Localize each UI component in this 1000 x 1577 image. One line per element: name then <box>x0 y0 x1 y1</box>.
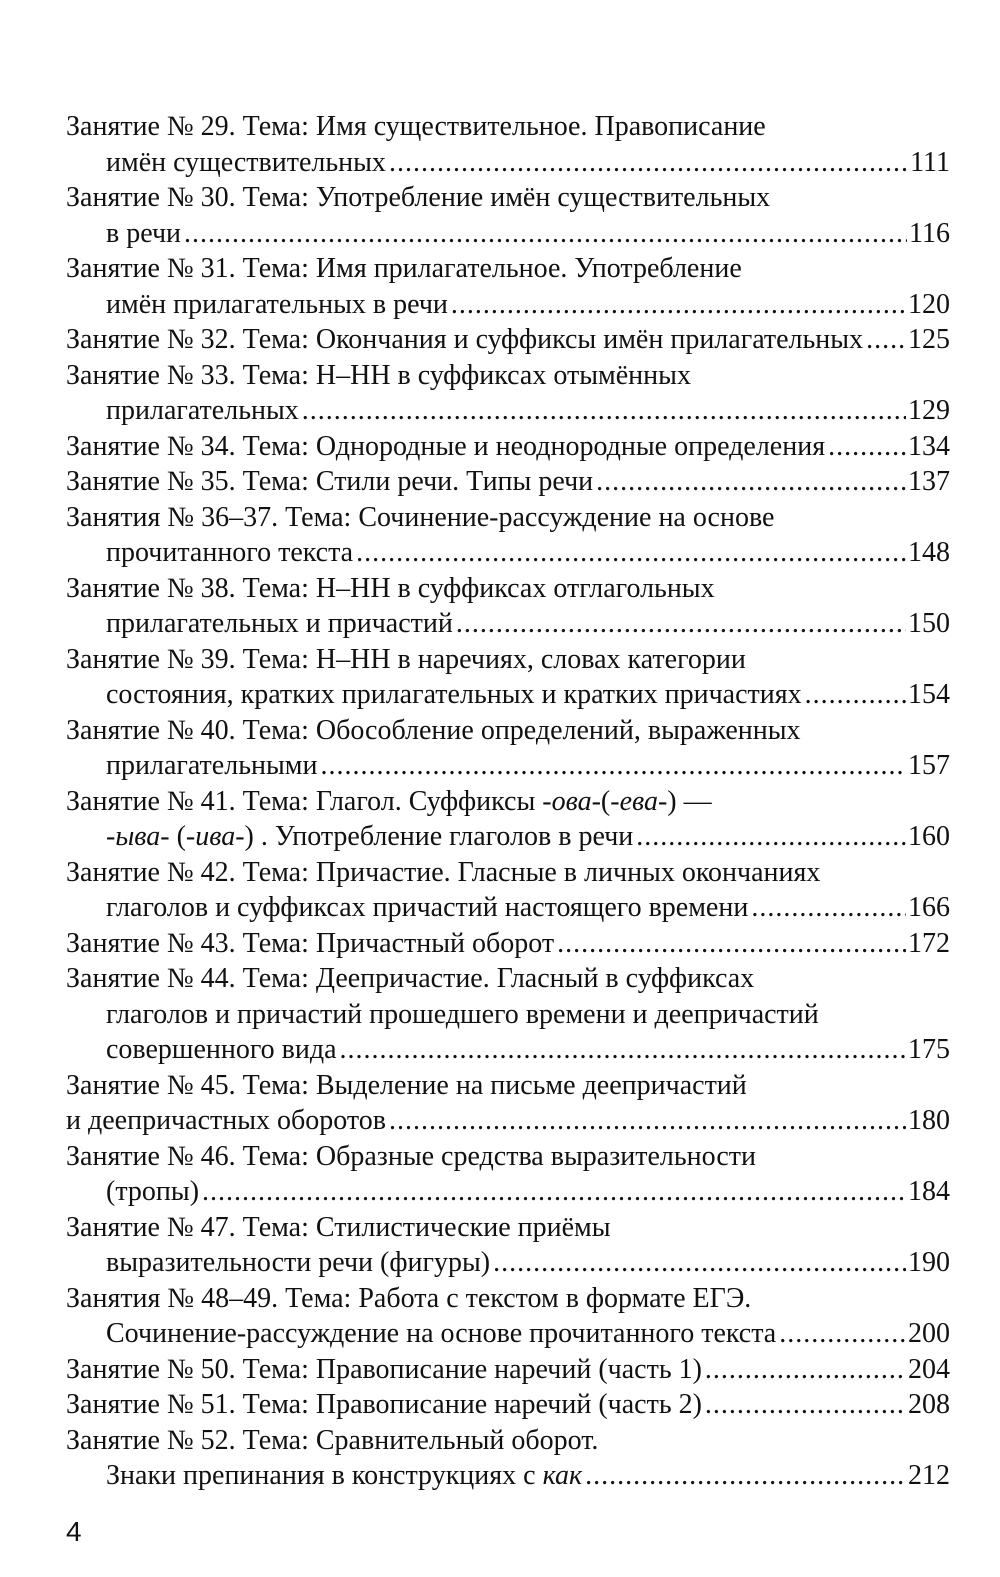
toc-entry <box>66 926 950 962</box>
toc-entry-title: Занятие № 44. Тема: Деепричастие. Гласный в суффиксах <box>66 963 755 994</box>
toc-entry-line <box>66 109 950 145</box>
toc-entry-line <box>66 1139 950 1175</box>
toc-entry-last-line <box>66 1174 950 1210</box>
toc-page-number: 204 <box>908 1353 950 1385</box>
toc-entry-last-line <box>66 1032 950 1068</box>
toc-page-number: 166 <box>908 892 950 923</box>
dot-leader <box>779 1316 906 1352</box>
dot-leader <box>751 890 906 926</box>
dot-leader <box>340 1032 906 1068</box>
toc-page-number: 134 <box>908 430 950 462</box>
dot-leader <box>805 677 906 713</box>
dot-leader <box>493 1245 906 1281</box>
toc-entry <box>66 571 950 642</box>
toc-entry-last-line <box>66 1103 950 1139</box>
toc-entry-line <box>66 1210 950 1246</box>
toc-page-number: 116 <box>909 217 950 249</box>
dot-leader <box>456 606 906 642</box>
toc-entry <box>66 713 950 784</box>
toc-page-number: 129 <box>908 395 950 426</box>
dot-leader <box>828 429 906 465</box>
toc-entry-line <box>66 251 950 287</box>
dot-leader <box>389 1103 906 1139</box>
toc-entry-title: глаголов и суффиксах причастий настоящего времени <box>106 892 749 923</box>
toc-entry-last-line <box>66 1352 950 1388</box>
toc-entry-last-line <box>66 819 950 855</box>
toc-entry <box>66 1281 950 1352</box>
toc-entry-title: прилагательных и причастий <box>106 608 453 639</box>
toc-entry-last-line <box>66 926 950 962</box>
toc-entry-title: Занятие № 51. Тема: Правописание наречий (часть 2) <box>66 1389 702 1420</box>
toc-entry-last-line <box>66 393 950 429</box>
toc-page-number: 208 <box>908 1389 950 1420</box>
toc-entry-line <box>66 180 950 216</box>
toc-entry-last-line <box>66 1387 950 1423</box>
toc-entry <box>66 1352 950 1388</box>
toc-entry-line <box>66 784 950 820</box>
toc-page-number: 150 <box>908 608 950 639</box>
toc-entry-title: Занятие № 31. Тема: Имя прилагательное. Употребление <box>66 253 742 284</box>
toc-entry <box>66 1387 950 1423</box>
toc-entry <box>66 1210 950 1281</box>
toc-entry-title: Занятие № 29. Тема: Имя существительное. Правописание <box>66 111 766 142</box>
toc-page-number: 190 <box>908 1247 950 1278</box>
toc-entry-last-line <box>66 677 950 713</box>
toc-entry-last-line <box>66 464 950 500</box>
toc-entry-line <box>66 1281 950 1317</box>
page-number: 4 <box>66 1516 82 1547</box>
toc-entry <box>66 642 950 713</box>
dot-leader <box>184 216 907 252</box>
toc-entry-last-line <box>66 287 950 323</box>
toc-entry-title: состояния, кратких прилагательных и кратких причастиях <box>106 679 802 710</box>
dot-leader <box>302 393 906 429</box>
toc-entry-line <box>66 500 950 536</box>
toc-entry-title: имён прилагательных в речи <box>106 288 448 320</box>
toc-entry-line <box>66 571 950 607</box>
toc-entry-title: совершенного вида <box>106 1034 337 1065</box>
toc-entry-line <box>66 358 950 394</box>
toc-entry <box>66 322 950 358</box>
dot-leader <box>356 535 906 571</box>
toc-entry-last-line <box>66 145 950 181</box>
toc-page-number: 160 <box>908 821 950 852</box>
toc-entry-title: имён существительных <box>106 146 386 178</box>
toc-entry-title: Занятие № 30. Тема: Употребление имён существительных <box>66 182 771 213</box>
toc-entry-last-line <box>66 1458 950 1494</box>
toc-entry <box>66 109 950 180</box>
dot-leader <box>389 145 908 181</box>
toc-page-number: 111 <box>910 146 950 178</box>
dot-leader <box>596 464 906 500</box>
toc-entry-last-line <box>66 1316 950 1352</box>
toc-entry <box>66 784 950 855</box>
toc-entry-title: Занятие № 46. Тема: Образные средства выразительности <box>66 1140 756 1172</box>
toc-entry-title: Занятие № 33. Тема: Н–НН в суффиксах отымённых <box>66 359 691 391</box>
toc-entry-title: Занятие № 39. Тема: Н–НН в наречиях, словах категории <box>66 643 746 675</box>
toc-entry-title: -ыва- (-ива-) . Употребление глаголов в речи <box>106 821 634 852</box>
toc-page-number: 120 <box>908 288 950 320</box>
toc-entry-last-line <box>66 1245 950 1281</box>
toc-entry-line <box>66 642 950 678</box>
toc-entry-title: прочитанного текста <box>106 537 354 568</box>
toc-entry-title: прилагательными <box>106 750 318 781</box>
toc-entry-line <box>66 1068 950 1104</box>
toc-entry-line <box>66 855 950 891</box>
toc-page-number: 175 <box>908 1034 950 1065</box>
toc-page-number: 148 <box>908 537 950 568</box>
toc-entry-line <box>66 713 950 749</box>
toc-entry-title: Занятия № 48–49. Тема: Работа с текстом в формате ЕГЭ. <box>66 1282 752 1314</box>
toc-entry-line <box>66 1423 950 1459</box>
toc-entry-title: Занятие № 45. Тема: Выделение на письме деепричастий <box>66 1069 747 1101</box>
dot-leader <box>451 287 906 323</box>
toc-entry-title: Занятие № 43. Тема: Причастный оборот <box>66 927 555 959</box>
toc-entry-title: Занятие № 50. Тема: Правописание наречий (часть 1) <box>66 1353 702 1385</box>
toc-entry-last-line <box>66 429 950 465</box>
toc-entry-title: глаголов и причастий прошедшего времени и деепричастий <box>106 998 819 1030</box>
dot-leader <box>585 1458 906 1494</box>
toc-entry-title: и деепричастных оборотов <box>66 1105 386 1136</box>
dot-leader <box>202 1174 906 1210</box>
toc-entry-title: Занятие № 42. Тема: Причастие. Гласные в личных окончаниях <box>66 856 821 888</box>
toc-entry <box>66 961 950 1068</box>
toc-entry-title: Занятие № 41. Тема: Глагол. Суффиксы -ова-(-ева-) — <box>66 785 712 817</box>
toc-entry <box>66 855 950 926</box>
toc-entry-title: Занятие № 47. Тема: Стилистические приёмы <box>66 1211 611 1243</box>
toc-entry-last-line <box>66 216 950 252</box>
toc-entry-last-line <box>66 606 950 642</box>
toc-entry-last-line <box>66 890 950 926</box>
table-of-contents <box>66 109 950 1494</box>
toc-entry-title: Занятие № 35. Тема: Стили речи. Типы речи <box>66 466 594 497</box>
toc-entry-last-line <box>66 322 950 358</box>
toc-entry <box>66 180 950 251</box>
toc-page-number: 212 <box>908 1460 950 1491</box>
toc-entry-title: Занятие № 34. Тема: Однородные и неоднородные определения <box>66 430 826 462</box>
toc-entry-title: Знаки препинания в конструкциях с как <box>106 1460 583 1491</box>
toc-entry-title: прилагательных <box>106 395 299 426</box>
toc-page-number: 125 <box>908 324 950 355</box>
toc-entry-title: Занятие № 52. Тема: Сравнительный оборот. <box>66 1424 599 1456</box>
toc-entry-title: в речи <box>106 217 182 249</box>
toc-entry-title: (тропы) <box>106 1176 200 1207</box>
toc-entry <box>66 429 950 465</box>
toc-entry-last-line <box>66 535 950 571</box>
toc-page-number: 184 <box>908 1176 950 1207</box>
toc-page-number: 180 <box>908 1105 950 1136</box>
toc-page-number: 157 <box>908 750 950 781</box>
toc-entry <box>66 358 950 429</box>
toc-entry <box>66 464 950 500</box>
toc-page-number: 137 <box>908 466 950 497</box>
toc-entry-title: Занятие № 40. Тема: Обособление определений, выраженных <box>66 714 801 746</box>
toc-page-number: 200 <box>908 1318 950 1349</box>
toc-entry-title: Сочинение-рассуждение на основе прочитанного текста <box>106 1318 777 1349</box>
toc-page-number: 172 <box>908 927 950 959</box>
toc-page-number: 154 <box>908 679 950 710</box>
toc-entry <box>66 1068 950 1139</box>
toc-entry <box>66 1139 950 1210</box>
dot-leader <box>866 322 906 358</box>
toc-entry <box>66 500 950 571</box>
toc-entry-title: Занятие № 38. Тема: Н–НН в суффиксах отглагольных <box>66 572 715 604</box>
dot-leader <box>705 1352 906 1388</box>
toc-entry-title: выразительности речи (фигуры) <box>106 1247 491 1278</box>
toc-entry-title: Занятие № 32. Тема: Окончания и суффиксы имён прилагательных <box>66 324 864 355</box>
dot-leader <box>705 1387 906 1423</box>
dot-leader <box>636 819 906 855</box>
toc-entry-line <box>66 961 950 997</box>
dot-leader <box>557 926 906 962</box>
toc-entry-title: Занятия № 36–37. Тема: Сочинение-рассуждение на основе <box>66 501 775 533</box>
toc-entry-last-line <box>66 748 950 784</box>
toc-entry <box>66 1423 950 1494</box>
toc-entry <box>66 251 950 322</box>
toc-entry-line <box>66 997 950 1033</box>
dot-leader <box>320 748 906 784</box>
